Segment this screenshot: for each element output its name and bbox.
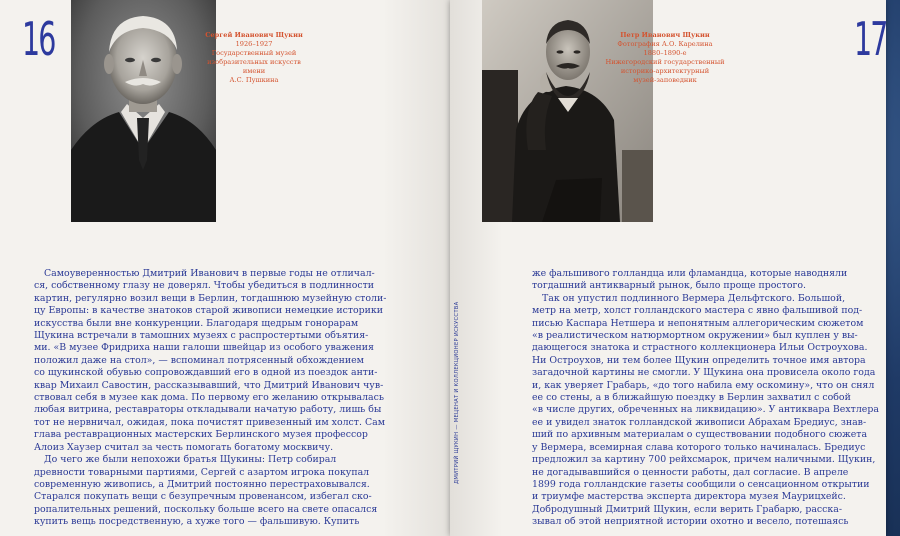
text-line: у Вермера, всемирная слава которого только начиналась. Бредиус [532, 441, 866, 453]
text-line: дающегося знатока и страстного коллекционера Ильи Остроухова. [532, 342, 868, 354]
text-line: глава реставрационных мастерских Берлинского музея профессор [34, 429, 368, 441]
portrait-caption-left [196, 31, 312, 85]
text-line: ший по архивным материалам о существовании подобного сюжета [532, 429, 868, 441]
text-line: ее и увидел знаток голландской живописи Абрахам Бредиус, знав- [532, 416, 867, 428]
text-line: современную живопись, а Дмитрий постоянно перестраховывался. [34, 478, 370, 490]
text-line: Добродушный Дмитрий Щукин, если верить Грабарю, расска- [532, 503, 843, 515]
text-line: положил даже на стол», — вспоминал потрясенный обхождением [34, 354, 364, 366]
text-line: любая витрина, реставраторы откладывали начатую работу, лишь бы [34, 404, 382, 416]
text-line: и, как уверяет Грабарь, «до того набила ему оскомину», что он снял [532, 379, 875, 391]
caption-line: историко-архитектурный [620, 67, 710, 75]
text-line: древности товарными партиями, Сергей с азартом игрока покупал [34, 466, 370, 478]
caption-line: А.С. Пушкина [229, 76, 279, 84]
portrait-caption-right [600, 31, 730, 85]
caption-line: музей-заповедник [633, 76, 697, 84]
text-line: же фальшивого голландца или фламандца, которые наводняли [532, 268, 848, 279]
text-line: тот не нервничал, ожидая, пока почистят привезенный им холст. Сам [34, 416, 386, 428]
page-number-right: 17 [854, 12, 887, 66]
page-number-left: 16 [22, 12, 55, 66]
text-line: ми. «В музее Фридриха наши галоши швейцар из особого уважения [34, 342, 374, 354]
text-line: зывал об этой неприятной истории охотно и весело, потешаясь [532, 516, 849, 528]
running-head: ДМИТРИЙ ЩУКИН — МЕЦЕНАТ И КОЛЛЕКЦИОНЕР ИСКУССТВА [454, 301, 460, 484]
text-line: загадочной картины не смогли. У Щукина она провисела около года [532, 367, 876, 379]
text-line: Так он упустил подлинного Вермера Дельфтского. Большой, [542, 292, 846, 304]
text-line: ропалительных решений, поскольку больше всего на свете опасался [34, 503, 378, 515]
text-line: ся, собственному глазу не доверял. Чтобы убедиться в подлинности [34, 280, 375, 292]
body-text-left [34, 268, 387, 529]
text-line: и триумфе мастерства эксперта директора музея Маурицхейс. [532, 491, 846, 503]
text-line: «в реалистическом натюрмортном окружении» был куплен у вы- [532, 330, 858, 342]
text-line: Щукина встречали в тамошних музеях с распростертыми объятия- [34, 330, 369, 342]
text-line: тогдашний антикварный рынок, было проще простого. [532, 280, 806, 292]
text-line: «в числе других, обреченных на ликвидацию». У антиквара Вехтлера [532, 404, 879, 416]
caption-line: 1926–1927 [235, 40, 273, 48]
caption-name: Петр Иванович Щукин [620, 31, 710, 39]
caption-line: Государственный музей [211, 49, 297, 57]
text-line: Самоуверенностью Дмитрий Иванович в первые годы не отличал- [44, 268, 375, 279]
text-line: со щукинской обувью сопровождавший его в одной из поездок анти- [34, 367, 378, 379]
caption-line: изобразительных искусств имени [207, 58, 301, 75]
caption-line: Фотография А.О. Карелина [617, 40, 713, 48]
caption-name: Сергей Иванович Щукин [205, 31, 303, 39]
caption-line: Нижегородский государственный [605, 58, 725, 66]
text-line: До чего же были непохожи братья Щукины: Петр собирал [44, 454, 337, 466]
text-line: цу Европы: в качестве знатоков старой живописи немецкие историки [34, 305, 384, 317]
text-line: искусства были вне конкуренции. Благодаря щедрым гонорарам [34, 317, 359, 329]
text-line: ее со стены, а в ближайшую поездку в Берлин захватил с собой [532, 392, 851, 404]
text-line: метр на метр, холст голландского мастера с явно фальшивой под- [532, 305, 863, 317]
text-line: Старался покупать вещи с безупречным провенансом, избегал ско- [34, 491, 372, 503]
text-line: картин, регулярно возил вещи в Берлин, тогдашнюю музейную столи- [34, 292, 387, 304]
text-line: предложил за картину 700 рейхсмарок, причем наличными. Щукин, [532, 454, 876, 466]
text-line: Ни Остроухов, ни тем более Щукин определить точное имя автора [532, 354, 866, 366]
text-line: квар Михаил Савостин, рассказывавший, что Дмитрий Иванович чув- [34, 379, 384, 391]
text-line: купить вещь посредственную, а хуже того — фальшивую. Купить [34, 516, 360, 528]
text-line: ствовал себя в музее как дома. По первому его желанию открывалась [34, 392, 384, 404]
text-line: Алоиз Хаузер считал за честь помогать богатому москвичу. [34, 441, 334, 453]
text-line: не догадывавшийся о ценности работы, дал согласие. В апреле [532, 466, 849, 478]
text-line: писью Каспара Нетшера и непонятным аллегорическим сюжетом [532, 317, 864, 329]
right-page [450, 0, 886, 536]
body-text-right [532, 268, 878, 529]
text-line: 1899 года голландские газеты сообщили о сенсационном открытии [532, 478, 870, 490]
portrait-sergei-shchukin [71, 0, 216, 222]
caption-line: 1880–1890-е [643, 49, 687, 57]
